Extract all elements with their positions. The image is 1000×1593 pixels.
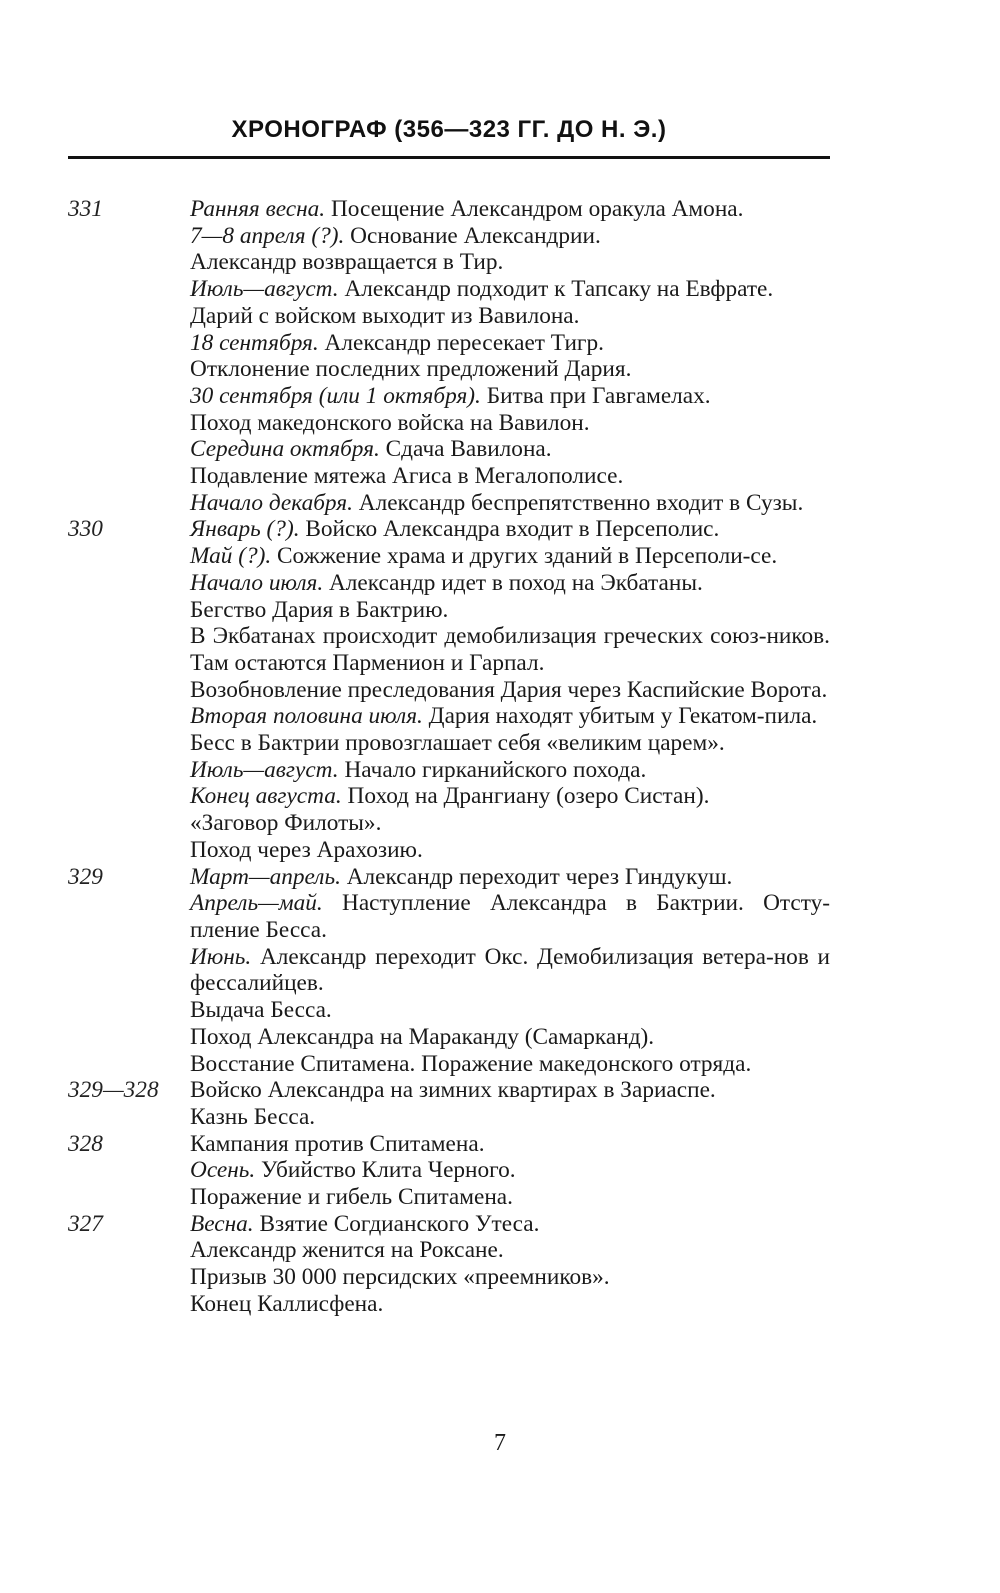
chronology-entry — [190, 1157, 830, 1184]
year-block — [0, 1211, 1000, 1318]
chronology-entry — [190, 783, 830, 810]
year-block — [0, 1077, 1000, 1130]
chronology-entry — [190, 1077, 830, 1104]
entry-date: Май (?). — [190, 543, 272, 570]
chronology-entry — [190, 997, 830, 1024]
year-label: 328 — [68, 1130, 103, 1157]
entry-text: Выдача Бесса. — [190, 997, 332, 1024]
entry-text: Сожжение храма и других зданий в Персеполи-се. — [277, 543, 778, 570]
entry-text: Поход македонского войска на Вавилон. — [190, 409, 590, 436]
entry-text: Александр переходит Окс. Демобилизация ветера-нов и фессалийцев. — [190, 943, 830, 997]
year-block — [0, 196, 1000, 516]
entry-date: Весна. — [190, 1210, 254, 1237]
entry-date: Ранняя весна. — [190, 196, 326, 222]
chronology-entry — [190, 1184, 830, 1211]
year-label: 330 — [68, 516, 103, 543]
chronology-entry — [190, 623, 830, 676]
entry-text: Призыв 30 000 персидских «преемников». — [190, 1264, 610, 1291]
entry-date: Середина октября. — [190, 436, 380, 463]
chronology-entry — [190, 490, 830, 517]
year-block — [0, 864, 1000, 1078]
chronology-entry — [190, 223, 830, 250]
entry-date: Конец августа. — [190, 783, 342, 810]
entry-text: Битва при Гавгамелах. — [486, 382, 711, 409]
entry-text: Александр женится на Роксане. — [190, 1237, 504, 1264]
entry-text: Поход Александра на Мараканду (Самарканд). — [190, 1023, 655, 1050]
year-block — [0, 516, 1000, 863]
chronology-entry — [190, 383, 830, 410]
entry-text: Конец Каллисфена. — [190, 1290, 384, 1317]
year-label: 329—328 — [68, 1077, 159, 1104]
chronology-entry — [190, 330, 830, 357]
chronology-entry — [190, 1131, 830, 1158]
entry-date: Июль—август. — [190, 756, 339, 783]
chronology-entry — [190, 196, 830, 223]
chronology-entry — [190, 410, 830, 437]
year-entries — [190, 1077, 830, 1130]
entry-text: Александр идет в поход на Экбатаны. — [328, 569, 703, 596]
entry-text: Александр возвращается в Тир. — [190, 249, 504, 276]
entry-text: Начало гирканийского похода. — [344, 756, 647, 783]
entry-text: Возобновление преследования Дария через Каспийские Ворота. — [190, 676, 828, 703]
entry-text: Сдача Вавилона. — [385, 436, 552, 463]
year-entries — [190, 1131, 830, 1211]
chronology-entry — [190, 837, 830, 864]
chronology-entry — [190, 1237, 830, 1264]
chronology-entry — [190, 597, 830, 624]
chronology-entry — [190, 1051, 830, 1078]
entry-date: Январь (?). — [190, 516, 300, 543]
entry-date: Март—апрель. — [190, 863, 341, 890]
entry-date: Осень. — [190, 1157, 256, 1184]
year-label: 329 — [68, 863, 103, 890]
entry-date: Вторая половина июля. — [190, 703, 423, 730]
entry-date: Июнь. — [190, 943, 252, 970]
chronology-entry — [190, 757, 830, 784]
entry-text: В Экбатанах происходит демобилизация греческих союз-ников. Там остаются Парменион и Гарпал. — [190, 623, 830, 676]
entry-text: Бесс в Бактрии провозглашает себя «великим царем». — [190, 730, 725, 757]
entry-text: Убийство Клита Черного. — [261, 1157, 516, 1184]
entry-text: Александр переходит через Гиндукуш. — [346, 863, 733, 890]
year-label: 331 — [68, 196, 103, 222]
entry-text: «Заговор Филоты». — [190, 810, 382, 837]
chronology — [0, 196, 1000, 1318]
entry-text: Отклонение последних предложений Дария. — [190, 356, 632, 383]
entry-text: Кампания против Спитамена. — [190, 1130, 485, 1157]
header-rule — [68, 156, 830, 159]
entry-text: Александр подходит к Тапсаку на Евфрате. — [344, 276, 774, 303]
year-entries — [190, 516, 830, 863]
chronology-entry — [190, 944, 830, 997]
year-entries — [190, 1211, 830, 1318]
chronology-entry — [190, 730, 830, 757]
chronology-entry — [190, 1211, 830, 1238]
entry-date: Начало июля. — [190, 569, 324, 596]
entry-date: 18 сентября. — [190, 329, 319, 356]
chronology-entry — [190, 356, 830, 383]
entry-text: Посещение Александром оракула Амона. — [330, 196, 744, 222]
year-block — [0, 1131, 1000, 1211]
chronology-entry — [190, 864, 830, 891]
entry-text: Основание Александрии. — [350, 222, 601, 249]
entry-date: 7—8 апреля (?). — [190, 222, 345, 249]
entry-text: Наступление Александра в Бактрии. Отсту-пление Бесса. — [190, 890, 830, 943]
chronology-entry — [190, 1264, 830, 1291]
entry-text: Бегство Дария в Бактрию. — [190, 596, 449, 623]
entry-text: Взятие Согдианского Утеса. — [259, 1210, 540, 1237]
year-entries — [190, 864, 830, 1078]
chronology-entry — [190, 249, 830, 276]
page-number: 7 — [494, 1430, 506, 1456]
entry-date: Апрель—май. — [190, 890, 323, 917]
chronology-entry — [190, 543, 830, 570]
entry-text: Дарий с войском выходит из Вавилона. — [190, 302, 580, 329]
chronology-entry — [190, 303, 830, 330]
chronology-entry — [190, 276, 830, 303]
chronology-entry — [190, 810, 830, 837]
chronology-entry — [190, 463, 830, 490]
chronology-entry — [190, 516, 830, 543]
chronology-entry — [190, 1104, 830, 1131]
entry-date: Начало декабря. — [190, 489, 353, 516]
chronology-entry — [190, 703, 830, 730]
entry-date: Июль—август. — [190, 276, 339, 303]
year-label: 327 — [68, 1210, 103, 1237]
chronology-entry — [190, 436, 830, 463]
entry-text: Войско Александра входит в Персеполис. — [305, 516, 720, 543]
entry-text: Александр беспрепятственно входит в Сузы. — [358, 489, 804, 516]
entry-text: Восстание Спитамена. Поражение македонского отряда. — [190, 1050, 752, 1077]
entry-text: Подавление мятежа Агиса в Мегалополисе. — [190, 463, 624, 490]
entry-text: Казнь Бесса. — [190, 1103, 316, 1130]
chronology-entry — [190, 890, 830, 943]
chronology-entry — [190, 1291, 830, 1318]
running-header: ХРОНОГРАФ (356—323 ГГ. ДО Н. Э.) — [231, 116, 667, 143]
entry-text: Войско Александра на зимних квартирах в Зариаспе. — [190, 1077, 716, 1104]
entry-text: Дария находят убитым у Гекатом-пила. — [428, 703, 818, 730]
entry-text: Александр пересекает Тигр. — [324, 329, 604, 356]
entry-text: Поражение и гибель Спитамена. — [190, 1184, 513, 1211]
entry-date: 30 сентября (или 1 октября). — [190, 382, 481, 409]
chronology-entry — [190, 677, 830, 704]
year-entries — [190, 196, 830, 516]
entry-text: Поход на Дрангиану (озеро Систан). — [347, 783, 710, 810]
entry-text: Поход через Арахозию. — [190, 836, 423, 863]
chronology-entry — [190, 1024, 830, 1051]
chronology-entry — [190, 570, 830, 597]
